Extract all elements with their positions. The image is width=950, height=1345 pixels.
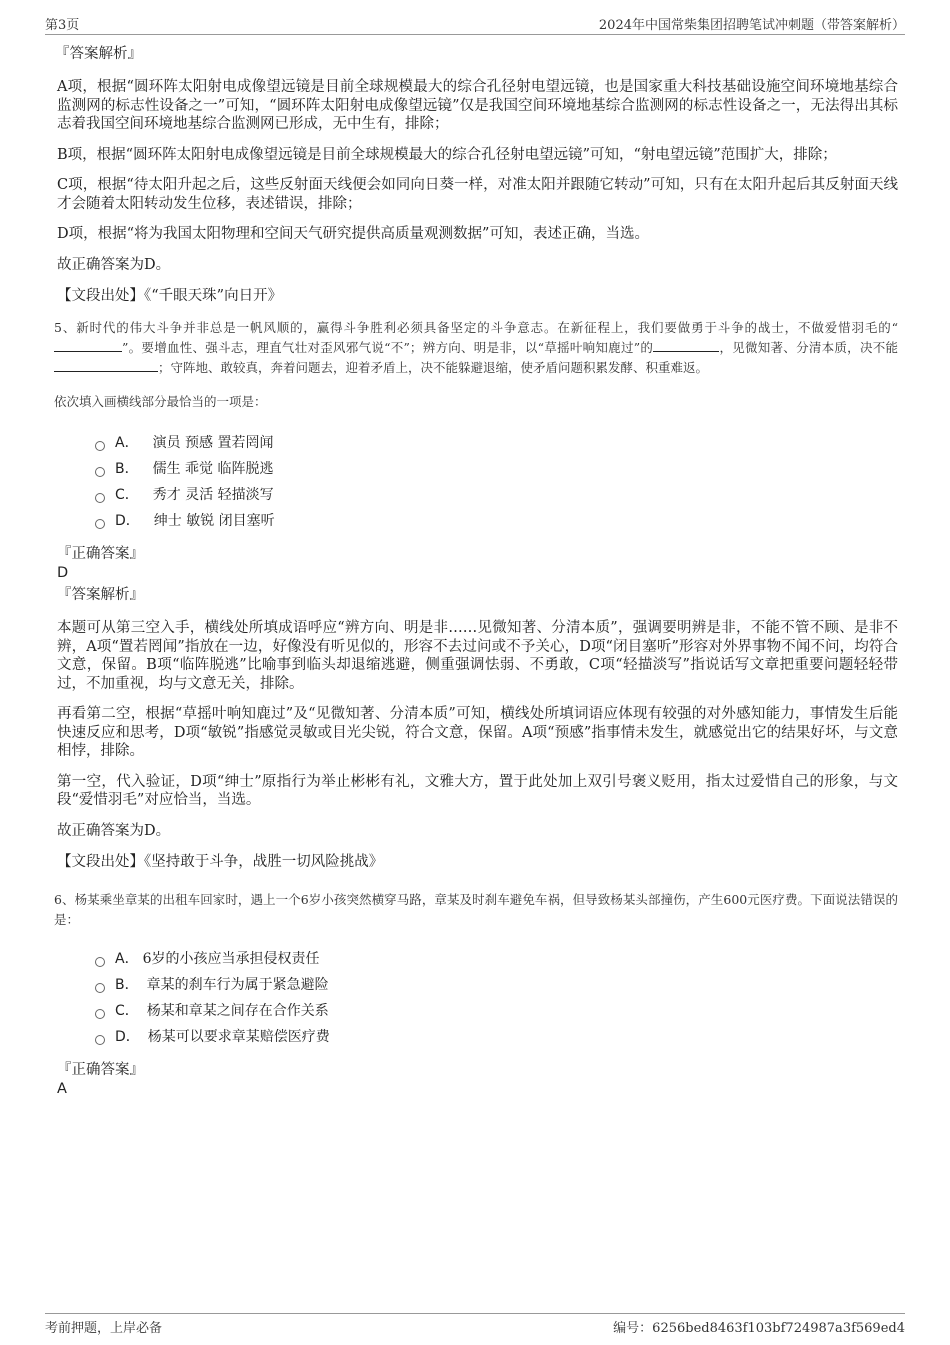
q5-source: 【文段出处】《坚持敢于斗争，战胜一切风险挑战》 xyxy=(57,854,384,870)
q5-stem-part-2: ”。要增血性、强斗志，理直气壮对歪风邪气说“不”；辨方向、明是非，以“草摇叶响知鹿过”的 xyxy=(122,340,654,355)
q4-source: 【文段出处】《“千眼天珠”向日开》 xyxy=(57,288,283,304)
q5-analysis-2: 再看第二空，根据“草摇叶响知鹿过”及“见微知著、分清本质”可知，横线处所填词语应体现有较强的对外感知能力，事情发生后能快速反应和思考，D项“敏锐”指感觉灵敏或目光尖锐，符合文意，保留。A项“预感”指事情未发生，就感觉出它的结果好坏，与文意相悖，排除。 xyxy=(57,706,898,759)
q5-analysis-1: 本题可从第三空入手，横线处所填成语呼应“辨方向、明是非……见微知著、分清本质”，强调要明辨是非，不能不管不顾、是非不辨，A项“置若罔闻”指放在一边，好像没有听见似的，形容不去过问或不予关心，D项“闭目塞听”形容对外界事物不闻不问，均符合文意，保留。B项“临阵脱逃”比喻事到临头却退缩逃避，侧重强调怯弱、不勇敢，C项“轻描淡写”指说话写文章把重要问题轻轻带过，不加重视，均与文意无关，排除。 xyxy=(57,620,898,692)
option-text: 章某的刹车行为属于紧急避险 xyxy=(146,977,329,993)
option-letter: A． xyxy=(115,951,139,967)
option-text: 儒生 乖觉 临阵脱逃 xyxy=(152,461,274,477)
q5-stem-part-4: ；守阵地、敢较真，奔着问题去，迎着矛盾上，决不能躲避退缩，使矛盾问题积累发酵、积重难返。 xyxy=(158,360,709,375)
q6-correct-label: 『正确答案』 xyxy=(57,1062,144,1078)
radio-icon[interactable] xyxy=(95,519,105,529)
option-letter: D． xyxy=(115,1029,140,1045)
page-number: 第3页 xyxy=(45,18,80,33)
q4-conclusion: 故正确答案为D。 xyxy=(57,256,171,273)
q6-options xyxy=(95,946,898,1050)
q5-option-c[interactable] xyxy=(95,482,898,508)
q5-stem-part-1: 5、新时代的伟大斗争并非总是一帆风顺的，赢得斗争胜利必须具备坚定的斗争意志。在新征程上，我们要做勇于斗争的战士，不做爱惜羽毛的“ xyxy=(54,320,898,335)
option-letter: B． xyxy=(115,977,139,993)
radio-icon[interactable] xyxy=(95,493,105,503)
q6-option-c[interactable] xyxy=(95,998,898,1024)
radio-icon[interactable] xyxy=(95,957,105,967)
option-letter: D． xyxy=(115,513,140,529)
radio-icon[interactable] xyxy=(95,1009,105,1019)
q5-stem xyxy=(54,318,898,378)
q6-option-a[interactable] xyxy=(95,946,898,972)
q4-analysis-a: A项，根据“圆环阵太阳射电成像望远镜是目前全球规模最大的综合孔径射电望远镜，也是国家重大科技基础设施空间环境地基综合监测网的标志性设备之一”可知，“圆环阵太阳射电成像望远镜”仅是我国空间环境地基综合监测网的标志性设备之一，无法得出其标志着我国空间环境地基综合监测网已形成，无中生有，排除； xyxy=(57,79,898,132)
q5-conclusion: 故正确答案为D。 xyxy=(57,822,171,839)
option-text: 绅士 敏锐 闭目塞听 xyxy=(153,513,275,529)
document-body xyxy=(54,44,898,1107)
q5-option-d[interactable] xyxy=(95,508,898,534)
q5-analysis-label: 『答案解析』 xyxy=(57,587,144,603)
q4-analysis-b: B项，根据“圆环阵太阳射电成像望远镜是目前全球规模最大的综合孔径射电望远镜”可知，“射电望远镜”范围扩大，排除； xyxy=(57,146,837,163)
q6-option-d[interactable] xyxy=(95,1024,898,1050)
q5-correct-label: 『正确答案』 xyxy=(57,546,144,562)
q4-analysis-d: D项，根据“将为我国太阳物理和空间天气研究提供高质量观测数据”可知，表述正确，当选。 xyxy=(57,226,649,242)
q5-blank-3 xyxy=(54,358,158,372)
radio-icon[interactable] xyxy=(95,1035,105,1045)
q5-option-a[interactable] xyxy=(95,430,898,456)
option-text: 6岁的小孩应当承担侵权责任 xyxy=(142,951,320,967)
q5-analysis-3: 第一空，代入验证，D项“绅士”原指行为举止彬彬有礼，文雅大方，置于此处加上双引号褒义贬用，指太过爱惜自己的形象，与文段“爱惜羽毛”对应恰当，当选。 xyxy=(57,773,898,808)
page-footer xyxy=(45,1313,905,1336)
footer-slogan: 考前押题，上岸必备 xyxy=(45,1321,163,1336)
q4-analysis-label: 『答案解析』 xyxy=(55,46,142,62)
radio-icon[interactable] xyxy=(95,467,105,477)
q5-options xyxy=(95,430,898,534)
q6-stem: 6、杨某乘坐章某的出租车回家时，遇上一个6岁小孩突然横穿马路，章某及时刹车避免车祸，但导致杨某头部撞伤，产生600元医疗费。下面说法错误的是： xyxy=(54,892,898,927)
q5-correct-answer: D xyxy=(57,565,69,581)
q5-blank-1 xyxy=(54,338,122,352)
q4-analysis-c: C项，根据“待太阳升起之后，这些反射面天线便会如同向日葵一样，对准太阳并跟随它转动”可知，只有在太阳升起后其反射面天线才会随着太阳转动发生位移，表述错误，排除； xyxy=(57,177,898,212)
q6-correct-answer: A xyxy=(57,1081,67,1097)
page-header xyxy=(45,14,905,35)
document-title: 2024年中国常柴集团招聘笔试冲刺题（带答案解析） xyxy=(598,18,905,33)
document-serial: 编号：6256bed8463f103bf724987a3f569ed4 xyxy=(613,1321,905,1336)
option-text: 杨某和章某之间存在合作关系 xyxy=(146,1003,329,1019)
radio-icon[interactable] xyxy=(95,983,105,993)
radio-icon[interactable] xyxy=(95,441,105,451)
option-text: 演员 预感 置若罔闻 xyxy=(152,435,274,451)
option-letter: C． xyxy=(115,487,139,503)
q5-instruction: 依次填入画横线部分最恰当的一项是： xyxy=(54,394,267,409)
option-text: 秀才 灵活 轻描淡写 xyxy=(152,487,274,503)
q6-option-b[interactable] xyxy=(95,972,898,998)
q5-option-b[interactable] xyxy=(95,456,898,482)
option-text: 杨某可以要求章某赔偿医疗费 xyxy=(147,1029,330,1045)
q5-stem-part-3: ，见微知著、分清本质，决不能 xyxy=(719,340,898,355)
option-letter: B． xyxy=(115,461,139,477)
option-letter: A． xyxy=(115,435,139,451)
option-letter: C． xyxy=(115,1003,139,1019)
q5-blank-2 xyxy=(653,338,719,352)
